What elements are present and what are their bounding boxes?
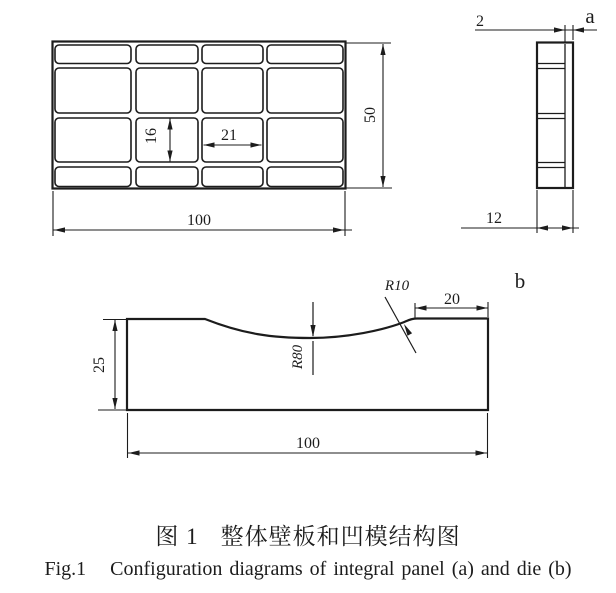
pocket	[202, 68, 263, 113]
die-outline	[127, 319, 488, 411]
caption-english	[0, 558, 616, 581]
arrowhead	[476, 450, 487, 455]
arrowhead	[380, 44, 385, 55]
radius-label-r80: R80	[290, 344, 306, 370]
pocket	[55, 167, 131, 187]
pocket	[267, 45, 343, 64]
arrowhead	[537, 225, 548, 230]
dim-label-width-100: 100	[187, 212, 211, 229]
arrowhead	[380, 176, 385, 187]
pocket	[136, 45, 198, 64]
caption-english-prefix: Fig.1	[44, 558, 87, 580]
view-label-a: a	[585, 4, 595, 28]
dim-label-thickness-12: 12	[486, 210, 502, 227]
arrowhead	[477, 305, 488, 310]
arrowhead	[310, 325, 315, 337]
radius-leader-r10	[385, 297, 416, 353]
rib-section-lines	[538, 64, 565, 168]
pocket	[55, 45, 131, 64]
panel-pockets	[55, 45, 343, 187]
panel-a-side-view	[461, 4, 597, 233]
arrowhead	[333, 227, 344, 232]
arrowhead	[562, 225, 573, 230]
arrowhead	[112, 320, 117, 331]
dim-skin-2	[475, 25, 597, 42]
arrowhead	[416, 305, 427, 310]
arrowhead	[251, 142, 262, 147]
caption-chinese-prefix: 图 1	[155, 524, 199, 549]
panel-a-front-view	[53, 42, 393, 237]
pocket	[202, 167, 263, 187]
pocket	[136, 167, 198, 187]
arrowhead	[554, 27, 565, 32]
arrowhead	[112, 398, 117, 409]
dim-label-flat-20: 20	[444, 291, 460, 308]
dim-label-die-100: 100	[296, 435, 320, 452]
arrowhead	[54, 227, 65, 232]
dim-label-die-25: 25	[91, 357, 108, 373]
dim-label-pocket-21: 21	[221, 127, 237, 144]
arrowhead	[129, 450, 140, 455]
pocket	[267, 68, 343, 113]
radius-label-r10: R10	[384, 278, 410, 294]
pocket	[55, 118, 131, 162]
caption-chinese	[0, 518, 616, 551]
caption-english-text: Configuration diagrams of integral panel (a) and die (b)	[110, 558, 572, 580]
pocket	[136, 68, 198, 113]
dim-label-height-50: 50	[362, 107, 379, 123]
view-label-b: b	[514, 269, 526, 293]
dim-label-pocket-16: 16	[143, 128, 160, 144]
pocket	[202, 45, 263, 64]
side-view-outline	[537, 43, 573, 189]
arrowhead	[204, 142, 215, 147]
pocket	[55, 68, 131, 113]
arrowhead	[167, 151, 172, 162]
arrowhead	[573, 27, 584, 32]
die-b-view	[91, 269, 525, 458]
pocket	[267, 118, 343, 162]
dim-label-skin-2: 2	[476, 13, 484, 30]
dim-pocket-16	[167, 119, 172, 162]
dim-thickness-12	[461, 190, 579, 233]
pocket	[267, 167, 343, 187]
arrowhead	[167, 119, 172, 130]
caption-chinese-text: 整体壁板和凹模结构图	[220, 524, 461, 549]
